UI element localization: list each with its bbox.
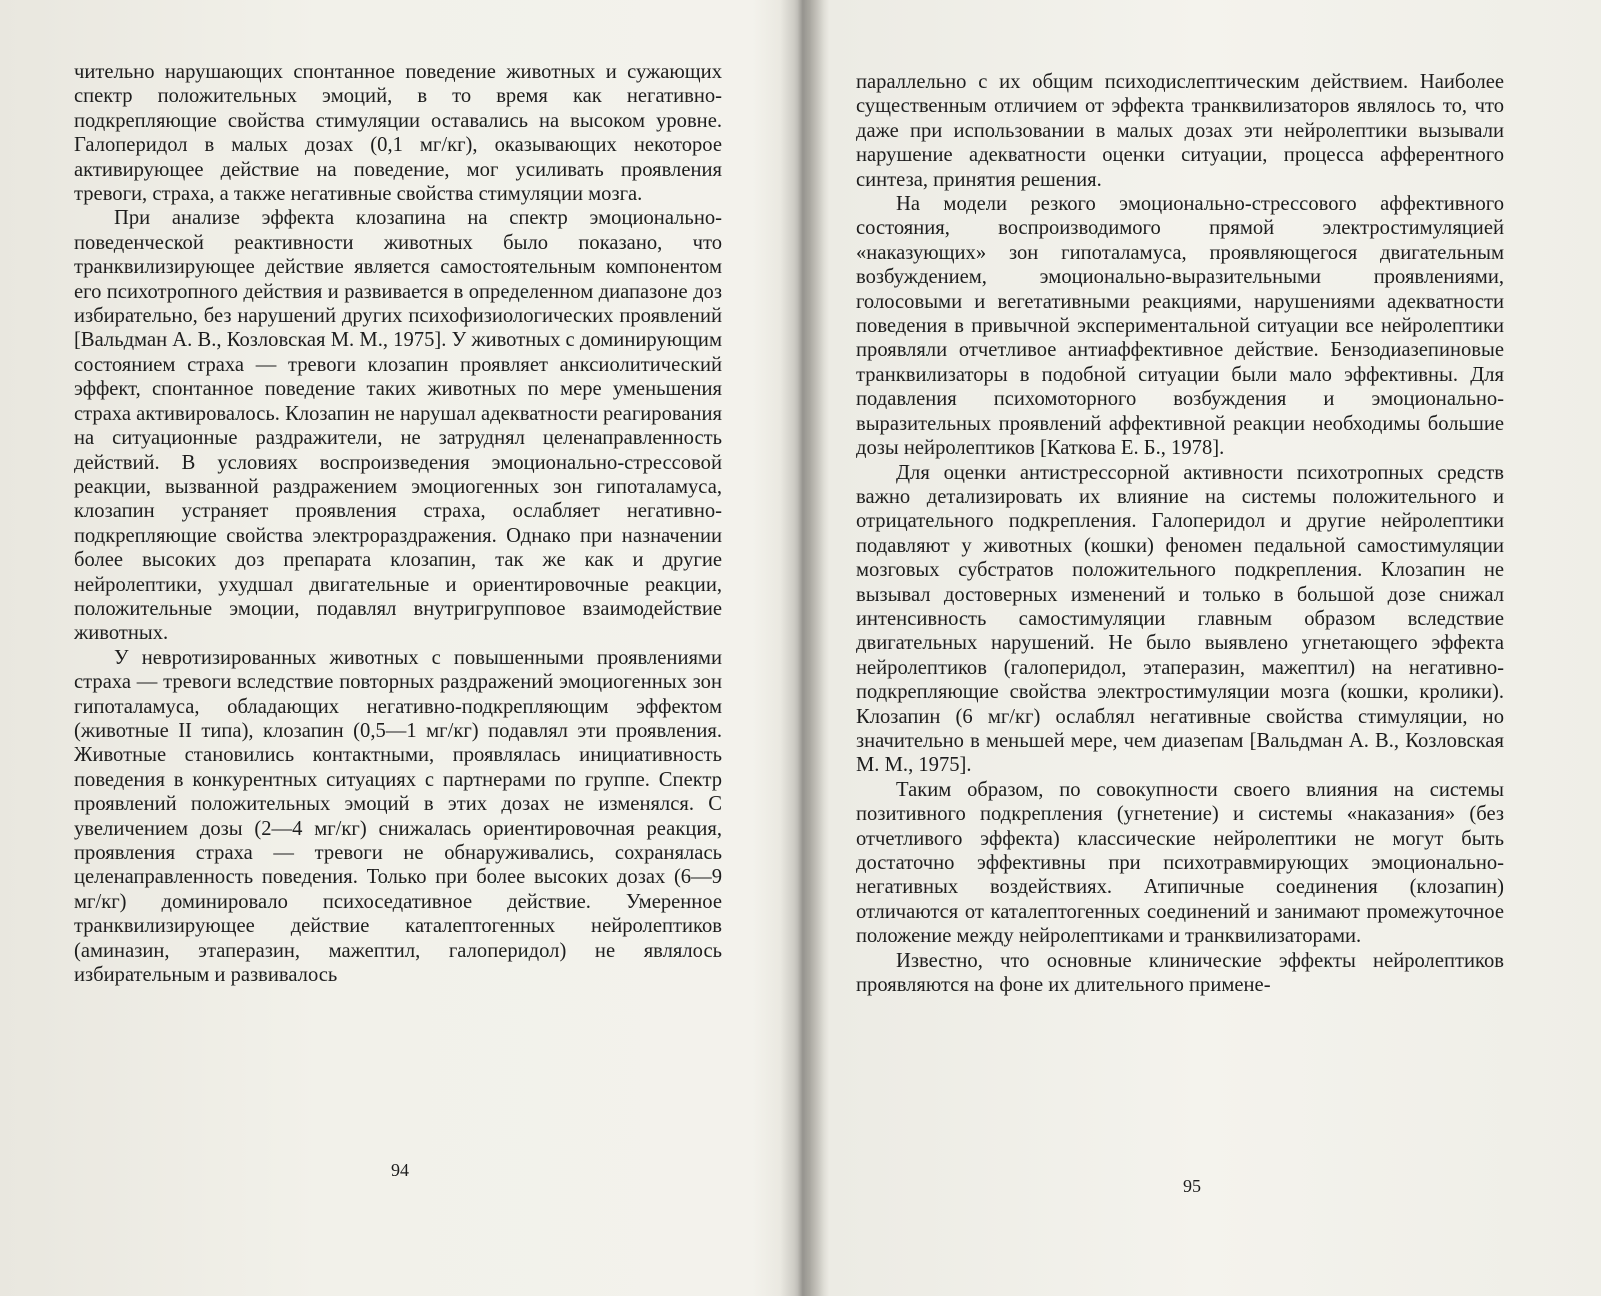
left-page xyxy=(0,0,790,1296)
right-page xyxy=(812,0,1601,1296)
paragraph: Таким образом, по совокупности своего влияния на системы позитивного подкрепления (угнетение) и системы «наказания» (без отчетливого эффекта) классические нейролептики не могут быть достаточно эффективны при психотравмирующих эмоционально-негативных воздействиях. Атипичные соединения (клозапин) отличаются от каталептогенных соединений и занимают промежуточное положение между нейролептиками и транквилизаторами. xyxy=(856,778,1504,948)
page-number: 94 xyxy=(391,1160,409,1180)
paragraph: У невротизированных животных с повышенными проявлениями страха — тревоги вследствие повторных раздражений эмоциогенных зон гипоталамуса, обладающих негативно-подкрепляющим эффектом (животные II типа), клозапин (0,5—1 мг/кг) подавлял эти проявления. Животные становились контактными, проявлялась инициативность поведения в конкурентных ситуациях с партнерами по группе. Спектр проявлений положительных эмоций в этих дозах не изменялся. С увеличением дозы (2—4 мг/кг) снижалась ориентировочная реакция, проявления страха — тревоги не обнаруживались, сохранялась целенаправленность поведения. Только при более высоких дозах (6—9 мг/кг) доминировало психоседативное действие. Умеренное транквилизирующее действие каталептогенных нейролептиков (аминазин, этаперазин, мажептил, галоперидол) не являлось избирательным и развивалось xyxy=(74,646,722,987)
paragraph: На модели резкого эмоционально-стрессового аффективного состояния, воспроизводимого прямой электростимуляцией «наказующих» зон гипоталамуса, проявляющегося двигательным возбуждением, эмоционально-выразительными проявлениями, голосовыми и вегетативными реакциями, нарушениями адекватности поведения в привычной экспериментальной ситуации все нейролептики проявляли отчетливое антиаффективное действие. Бензодиазепиновые транквилизаторы в подобной ситуации были мало эффективны. Для подавления психомоторного возбуждения и эмоционально-выразительных проявлений аффективной реакции необходимы большие дозы нейролептиков [Каткова Е. Б., 1978]. xyxy=(856,193,1504,460)
paragraph: параллельно с их общим психодислептическим действием. Наиболее существенным отличием от эффекта транквилизаторов являлось то, что даже при использовании в малых дозах эти нейролептики вызывали нарушение адекватности оценки ситуации, процесса афферентного синтеза, принятия решения. xyxy=(856,71,1504,191)
paragraph: При анализе эффекта клозапина на спектр эмоционально-поведенческой реактивности животных было показано, что транквилизирующее действие является самостоятельным компонентом его психотропного действия и развивается в определенном диапазоне доз избирательно, без нарушений других психофизиологических проявлений [Вальдман А. В., Козловская М. М., 1975]. У животных с доминирующим состоянием страха — тревоги клозапин проявляет анксиолитический эффект, спонтанное поведение таких животных по мере уменьшения страха активировалось. Клозапин не нарушал адекватности реагирования на ситуационные раздражители, не затруднял целенаправленность действий. В условиях воспроизведения эмоционально-стрессовой реакции, вызванной раздражением эмоциогенных зон гипоталамуса, клозапин устраняет проявления страха, ослабляет негативно-подкрепляющие свойства электрораздражения. Однако при назначении более высоких доз препарата клозапин, так же как и другие нейролептики, ухудшал двигательные и ориентировочные реакции, положительные эмоции, подавлял внутригрупповое взаимодействие животных. xyxy=(74,207,722,645)
right-page-text xyxy=(856,70,1504,997)
page-number: 95 xyxy=(1183,1176,1201,1196)
paragraph: чительно нарушающих спонтанное поведение животных и сужающих спектр положительных эмоций, в то время как негативно-подкрепляющие свойства стимуляции оставались на высоком уровне. Галоперидол в малых дозах (0,1 мг/кг), оказывающих некоторое активирующее действие на поведение, мог усиливать проявления тревоги, страха, а также негативные свойства стимуляции мозга. xyxy=(74,61,722,206)
paragraph: Для оценки антистрессорной активности психотропных средств важно детализировать их влияние на системы положительного и отрицательного подкрепления. Галоперидол и другие нейролептики подавляют у животных (кошки) феномен педальной самостимуляции мозговых субстратов положительного подкрепления. Клозапин не вызывал достоверных изменений и только в большой дозе снижал интенсивность самостимуляции главным образом вследствие двигательных нарушений. Не было выявлено угнетающего эффекта нейролептиков (галоперидол, этаперазин, мажептил) на негативно-подкрепляющие свойства электростимуляции мозга (кошки, кролики). Клозапин (6 мг/кг) ослаблял негативные свойства стимуляции, но значительно в меньшей мере, чем диазепам [Вальдман А. В., Козловская М. М., 1975]. xyxy=(856,461,1504,777)
paragraph: Известно, что основные клинические эффекты нейролептиков проявляются на фоне их длительного примене- xyxy=(856,949,1504,997)
left-page-text xyxy=(74,60,722,987)
